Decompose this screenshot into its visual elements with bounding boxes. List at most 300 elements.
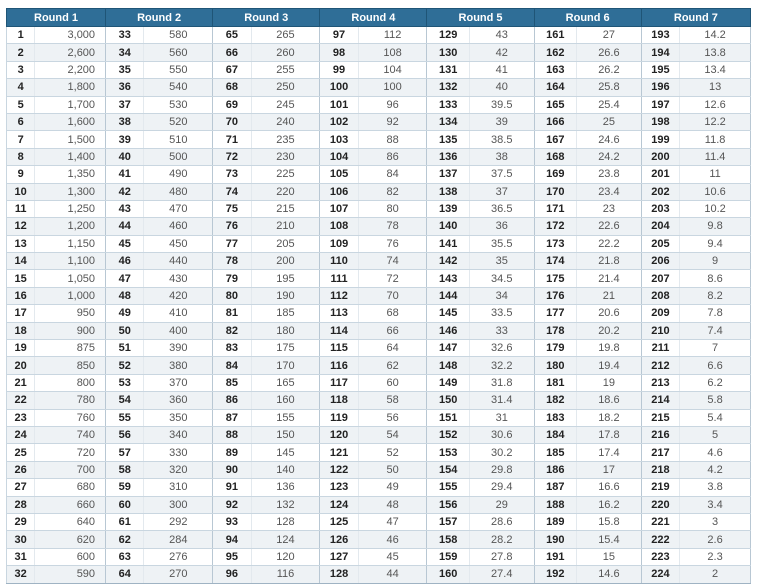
pick-number-cell: 172: [534, 218, 576, 235]
pick-value-cell: 20.2: [577, 322, 642, 339]
pick-number-cell: 94: [213, 531, 251, 548]
pick-value-cell: 21.8: [577, 253, 642, 270]
pick-number-cell: 88: [213, 426, 251, 443]
pick-value-cell: 380: [144, 357, 213, 374]
pick-number-cell: 130: [427, 44, 469, 61]
pick-number-cell: 38: [106, 113, 144, 130]
pick-value-cell: 170: [251, 357, 320, 374]
pick-number-cell: 4: [7, 79, 35, 96]
pick-value-cell: 41: [469, 61, 534, 78]
pick-number-cell: 52: [106, 357, 144, 374]
table-row: [7, 409, 751, 426]
pick-value-cell: 82: [358, 183, 427, 200]
pick-value-cell: 1,600: [35, 113, 106, 130]
table-row: [7, 426, 751, 443]
pick-value-cell: 33.5: [469, 305, 534, 322]
pick-value-cell: 23.4: [577, 183, 642, 200]
pick-number-cell: 45: [106, 235, 144, 252]
pick-value-cell: 950: [35, 305, 106, 322]
pick-value-cell: 760: [35, 409, 106, 426]
table-body: [7, 27, 751, 584]
pick-number-cell: 222: [641, 531, 679, 548]
pick-number-cell: 175: [534, 270, 576, 287]
pick-value-cell: 9.8: [680, 218, 751, 235]
pick-number-cell: 177: [534, 305, 576, 322]
pick-value-cell: 9: [680, 253, 751, 270]
pick-number-cell: 97: [320, 27, 358, 44]
pick-number-cell: 180: [534, 357, 576, 374]
pick-number-cell: 127: [320, 548, 358, 565]
pick-number-cell: 181: [534, 374, 576, 391]
table-row: [7, 287, 751, 304]
pick-number-cell: 125: [320, 513, 358, 530]
pick-value-cell: 19.4: [577, 357, 642, 374]
pick-value-cell: 780: [35, 392, 106, 409]
pick-value-cell: 29.4: [469, 479, 534, 496]
pick-value-cell: 2.6: [680, 531, 751, 548]
pick-number-cell: 194: [641, 44, 679, 61]
pick-number-cell: 123: [320, 479, 358, 496]
pick-value-cell: 440: [144, 253, 213, 270]
pick-value-cell: 24.2: [577, 148, 642, 165]
pick-number-cell: 56: [106, 426, 144, 443]
pick-value-cell: 284: [144, 531, 213, 548]
pick-number-cell: 16: [7, 287, 35, 304]
pick-number-cell: 2: [7, 44, 35, 61]
pick-number-cell: 99: [320, 61, 358, 78]
pick-number-cell: 62: [106, 531, 144, 548]
pick-value-cell: 265: [251, 27, 320, 44]
pick-number-cell: 185: [534, 444, 576, 461]
pick-number-cell: 55: [106, 409, 144, 426]
pick-number-cell: 134: [427, 113, 469, 130]
table-row: [7, 322, 751, 339]
pick-value-cell: 64: [358, 340, 427, 357]
pick-value-cell: 100: [358, 79, 427, 96]
pick-number-cell: 182: [534, 392, 576, 409]
draft-value-chart: [6, 8, 751, 584]
pick-number-cell: 34: [106, 44, 144, 61]
pick-value-cell: 700: [35, 461, 106, 478]
pick-number-cell: 217: [641, 444, 679, 461]
pick-value-cell: 37.5: [469, 166, 534, 183]
pick-value-cell: 35: [469, 253, 534, 270]
pick-value-cell: 25.4: [577, 96, 642, 113]
pick-value-cell: 36: [469, 218, 534, 235]
pick-number-cell: 107: [320, 200, 358, 217]
table-row: [7, 374, 751, 391]
table-row: [7, 566, 751, 583]
pick-value-cell: 190: [251, 287, 320, 304]
pick-number-cell: 50: [106, 322, 144, 339]
pick-number-cell: 49: [106, 305, 144, 322]
pick-number-cell: 78: [213, 253, 251, 270]
pick-number-cell: 32: [7, 566, 35, 583]
pick-number-cell: 156: [427, 496, 469, 513]
pick-number-cell: 114: [320, 322, 358, 339]
pick-value-cell: 3.8: [680, 479, 751, 496]
pick-number-cell: 176: [534, 287, 576, 304]
pick-value-cell: 7.4: [680, 322, 751, 339]
pick-value-cell: 310: [144, 479, 213, 496]
pick-number-cell: 110: [320, 253, 358, 270]
pick-number-cell: 113: [320, 305, 358, 322]
pick-value-cell: 17: [577, 461, 642, 478]
pick-value-cell: 1,000: [35, 287, 106, 304]
pick-value-cell: 19.8: [577, 340, 642, 357]
pick-value-cell: 120: [251, 548, 320, 565]
pick-value-cell: 3: [680, 513, 751, 530]
pick-value-cell: 84: [358, 166, 427, 183]
pick-number-cell: 216: [641, 426, 679, 443]
pick-number-cell: 152: [427, 426, 469, 443]
pick-number-cell: 70: [213, 113, 251, 130]
pick-value-cell: 30.6: [469, 426, 534, 443]
pick-value-cell: 31.4: [469, 392, 534, 409]
pick-value-cell: 1,250: [35, 200, 106, 217]
pick-number-cell: 39: [106, 131, 144, 148]
pick-number-cell: 22: [7, 392, 35, 409]
pick-value-cell: 132: [251, 496, 320, 513]
pick-value-cell: 58: [358, 392, 427, 409]
pick-value-cell: 500: [144, 148, 213, 165]
pick-number-cell: 28: [7, 496, 35, 513]
pick-number-cell: 35: [106, 61, 144, 78]
pick-value-cell: 72: [358, 270, 427, 287]
pick-value-cell: 200: [251, 253, 320, 270]
pick-number-cell: 93: [213, 513, 251, 530]
pick-number-cell: 187: [534, 479, 576, 496]
pick-value-cell: 370: [144, 374, 213, 391]
pick-number-cell: 12: [7, 218, 35, 235]
pick-value-cell: 17.4: [577, 444, 642, 461]
pick-value-cell: 30.2: [469, 444, 534, 461]
pick-value-cell: 76: [358, 235, 427, 252]
pick-value-cell: 108: [358, 44, 427, 61]
pick-value-cell: 8.6: [680, 270, 751, 287]
pick-value-cell: 29: [469, 496, 534, 513]
pick-value-cell: 3.4: [680, 496, 751, 513]
pick-number-cell: 11: [7, 200, 35, 217]
pick-value-cell: 104: [358, 61, 427, 78]
pick-value-cell: 39.5: [469, 96, 534, 113]
pick-value-cell: 15: [577, 548, 642, 565]
pick-value-cell: 235: [251, 131, 320, 148]
pick-number-cell: 211: [641, 340, 679, 357]
pick-value-cell: 19: [577, 374, 642, 391]
table-row: [7, 61, 751, 78]
pick-value-cell: 875: [35, 340, 106, 357]
pick-number-cell: 1: [7, 27, 35, 44]
pick-number-cell: 190: [534, 531, 576, 548]
pick-number-cell: 81: [213, 305, 251, 322]
pick-number-cell: 168: [534, 148, 576, 165]
pick-number-cell: 106: [320, 183, 358, 200]
pick-number-cell: 85: [213, 374, 251, 391]
pick-number-cell: 174: [534, 253, 576, 270]
pick-value-cell: 7.8: [680, 305, 751, 322]
pick-number-cell: 149: [427, 374, 469, 391]
table-row: [7, 270, 751, 287]
pick-number-cell: 44: [106, 218, 144, 235]
pick-number-cell: 136: [427, 148, 469, 165]
table-row: [7, 96, 751, 113]
pick-number-cell: 183: [534, 409, 576, 426]
pick-number-cell: 137: [427, 166, 469, 183]
pick-number-cell: 31: [7, 548, 35, 565]
table-row: [7, 79, 751, 96]
pick-value-cell: 360: [144, 392, 213, 409]
pick-number-cell: 109: [320, 235, 358, 252]
pick-value-cell: 160: [251, 392, 320, 409]
round-header-7: Round 7: [641, 9, 750, 27]
pick-value-cell: 6.2: [680, 374, 751, 391]
pick-value-cell: 620: [35, 531, 106, 548]
pick-number-cell: 171: [534, 200, 576, 217]
pick-value-cell: 92: [358, 113, 427, 130]
pick-number-cell: 95: [213, 548, 251, 565]
pick-value-cell: 2,600: [35, 44, 106, 61]
pick-value-cell: 18.6: [577, 392, 642, 409]
pick-number-cell: 72: [213, 148, 251, 165]
pick-number-cell: 59: [106, 479, 144, 496]
pick-value-cell: 14.6: [577, 566, 642, 583]
pick-value-cell: 28.6: [469, 513, 534, 530]
pick-value-cell: 22.6: [577, 218, 642, 235]
pick-number-cell: 86: [213, 392, 251, 409]
table-row: [7, 392, 751, 409]
pick-value-cell: 42: [469, 44, 534, 61]
pick-value-cell: 580: [144, 27, 213, 44]
pick-value-cell: 390: [144, 340, 213, 357]
pick-value-cell: 460: [144, 218, 213, 235]
pick-value-cell: 410: [144, 305, 213, 322]
pick-value-cell: 26.2: [577, 61, 642, 78]
pick-value-cell: 32.6: [469, 340, 534, 357]
pick-value-cell: 11: [680, 166, 751, 183]
pick-value-cell: 34: [469, 287, 534, 304]
pick-number-cell: 83: [213, 340, 251, 357]
pick-value-cell: 510: [144, 131, 213, 148]
pick-value-cell: 7: [680, 340, 751, 357]
pick-value-cell: 320: [144, 461, 213, 478]
pick-value-cell: 350: [144, 409, 213, 426]
pick-value-cell: 420: [144, 287, 213, 304]
pick-number-cell: 139: [427, 200, 469, 217]
pick-value-cell: 150: [251, 426, 320, 443]
pick-number-cell: 184: [534, 426, 576, 443]
table-row: [7, 444, 751, 461]
pick-number-cell: 144: [427, 287, 469, 304]
table-row: [7, 27, 751, 44]
pick-value-cell: 88: [358, 131, 427, 148]
pick-value-cell: 25.8: [577, 79, 642, 96]
pick-value-cell: 210: [251, 218, 320, 235]
pick-value-cell: 18.2: [577, 409, 642, 426]
pick-number-cell: 122: [320, 461, 358, 478]
pick-value-cell: 22.2: [577, 235, 642, 252]
table-row: [7, 461, 751, 478]
table-row: [7, 496, 751, 513]
pick-value-cell: 185: [251, 305, 320, 322]
pick-number-cell: 146: [427, 322, 469, 339]
pick-number-cell: 145: [427, 305, 469, 322]
pick-number-cell: 128: [320, 566, 358, 583]
pick-value-cell: 136: [251, 479, 320, 496]
pick-number-cell: 186: [534, 461, 576, 478]
pick-value-cell: 45: [358, 548, 427, 565]
pick-number-cell: 111: [320, 270, 358, 287]
pick-value-cell: 13.8: [680, 44, 751, 61]
pick-number-cell: 30: [7, 531, 35, 548]
pick-number-cell: 208: [641, 287, 679, 304]
pick-number-cell: 68: [213, 79, 251, 96]
pick-number-cell: 103: [320, 131, 358, 148]
pick-value-cell: 490: [144, 166, 213, 183]
pick-number-cell: 24: [7, 426, 35, 443]
pick-number-cell: 220: [641, 496, 679, 513]
pick-number-cell: 15: [7, 270, 35, 287]
pick-value-cell: 78: [358, 218, 427, 235]
pick-number-cell: 154: [427, 461, 469, 478]
pick-number-cell: 75: [213, 200, 251, 217]
pick-value-cell: 70: [358, 287, 427, 304]
table-row: [7, 218, 751, 235]
pick-number-cell: 25: [7, 444, 35, 461]
pick-number-cell: 161: [534, 27, 576, 44]
pick-value-cell: 47: [358, 513, 427, 530]
pick-value-cell: 25: [577, 113, 642, 130]
pick-number-cell: 141: [427, 235, 469, 252]
pick-value-cell: 14.2: [680, 27, 751, 44]
draft-value-table: [6, 8, 751, 584]
pick-number-cell: 76: [213, 218, 251, 235]
pick-value-cell: 1,050: [35, 270, 106, 287]
pick-number-cell: 19: [7, 340, 35, 357]
round-header-4: Round 4: [320, 9, 427, 27]
pick-value-cell: 1,350: [35, 166, 106, 183]
pick-value-cell: 640: [35, 513, 106, 530]
table-row: [7, 131, 751, 148]
pick-number-cell: 143: [427, 270, 469, 287]
pick-number-cell: 54: [106, 392, 144, 409]
pick-value-cell: 255: [251, 61, 320, 78]
pick-number-cell: 20: [7, 357, 35, 374]
table-row: [7, 200, 751, 217]
pick-value-cell: 2,200: [35, 61, 106, 78]
pick-value-cell: 720: [35, 444, 106, 461]
table-row: [7, 148, 751, 165]
pick-value-cell: 1,300: [35, 183, 106, 200]
pick-value-cell: 12.6: [680, 96, 751, 113]
pick-value-cell: 220: [251, 183, 320, 200]
pick-value-cell: 16.6: [577, 479, 642, 496]
pick-number-cell: 195: [641, 61, 679, 78]
pick-value-cell: 480: [144, 183, 213, 200]
pick-number-cell: 173: [534, 235, 576, 252]
pick-number-cell: 102: [320, 113, 358, 130]
pick-value-cell: 300: [144, 496, 213, 513]
pick-value-cell: 28.2: [469, 531, 534, 548]
pick-value-cell: 740: [35, 426, 106, 443]
pick-number-cell: 167: [534, 131, 576, 148]
pick-value-cell: 15.4: [577, 531, 642, 548]
pick-value-cell: 35.5: [469, 235, 534, 252]
pick-value-cell: 270: [144, 566, 213, 583]
pick-number-cell: 133: [427, 96, 469, 113]
pick-value-cell: 530: [144, 96, 213, 113]
pick-number-cell: 150: [427, 392, 469, 409]
pick-number-cell: 189: [534, 513, 576, 530]
pick-value-cell: 12.2: [680, 113, 751, 130]
pick-number-cell: 131: [427, 61, 469, 78]
pick-number-cell: 66: [213, 44, 251, 61]
pick-number-cell: 7: [7, 131, 35, 148]
pick-value-cell: 11.4: [680, 148, 751, 165]
pick-value-cell: 56: [358, 409, 427, 426]
pick-value-cell: 124: [251, 531, 320, 548]
pick-value-cell: 52: [358, 444, 427, 461]
pick-value-cell: 1,500: [35, 131, 106, 148]
pick-value-cell: 40: [469, 79, 534, 96]
pick-number-cell: 215: [641, 409, 679, 426]
pick-number-cell: 197: [641, 96, 679, 113]
pick-number-cell: 207: [641, 270, 679, 287]
pick-number-cell: 135: [427, 131, 469, 148]
pick-value-cell: 1,400: [35, 148, 106, 165]
pick-value-cell: 4.2: [680, 461, 751, 478]
table-row: [7, 305, 751, 322]
pick-value-cell: 116: [251, 566, 320, 583]
pick-number-cell: 163: [534, 61, 576, 78]
pick-value-cell: 1,800: [35, 79, 106, 96]
pick-number-cell: 79: [213, 270, 251, 287]
pick-value-cell: 31: [469, 409, 534, 426]
pick-number-cell: 206: [641, 253, 679, 270]
pick-value-cell: 13: [680, 79, 751, 96]
pick-number-cell: 112: [320, 287, 358, 304]
pick-value-cell: 450: [144, 235, 213, 252]
pick-value-cell: 680: [35, 479, 106, 496]
pick-number-cell: 132: [427, 79, 469, 96]
pick-number-cell: 223: [641, 548, 679, 565]
pick-value-cell: 8.2: [680, 287, 751, 304]
pick-value-cell: 46: [358, 531, 427, 548]
pick-number-cell: 90: [213, 461, 251, 478]
pick-number-cell: 196: [641, 79, 679, 96]
pick-number-cell: 60: [106, 496, 144, 513]
pick-number-cell: 116: [320, 357, 358, 374]
pick-number-cell: 89: [213, 444, 251, 461]
pick-value-cell: 36.5: [469, 200, 534, 217]
pick-number-cell: 147: [427, 340, 469, 357]
pick-number-cell: 162: [534, 44, 576, 61]
pick-value-cell: 128: [251, 513, 320, 530]
pick-number-cell: 129: [427, 27, 469, 44]
pick-value-cell: 48: [358, 496, 427, 513]
pick-number-cell: 57: [106, 444, 144, 461]
pick-number-cell: 212: [641, 357, 679, 374]
pick-number-cell: 115: [320, 340, 358, 357]
pick-number-cell: 91: [213, 479, 251, 496]
pick-value-cell: 34.5: [469, 270, 534, 287]
pick-value-cell: 5.4: [680, 409, 751, 426]
pick-value-cell: 38: [469, 148, 534, 165]
pick-value-cell: 140: [251, 461, 320, 478]
pick-number-cell: 140: [427, 218, 469, 235]
pick-number-cell: 165: [534, 96, 576, 113]
pick-number-cell: 87: [213, 409, 251, 426]
